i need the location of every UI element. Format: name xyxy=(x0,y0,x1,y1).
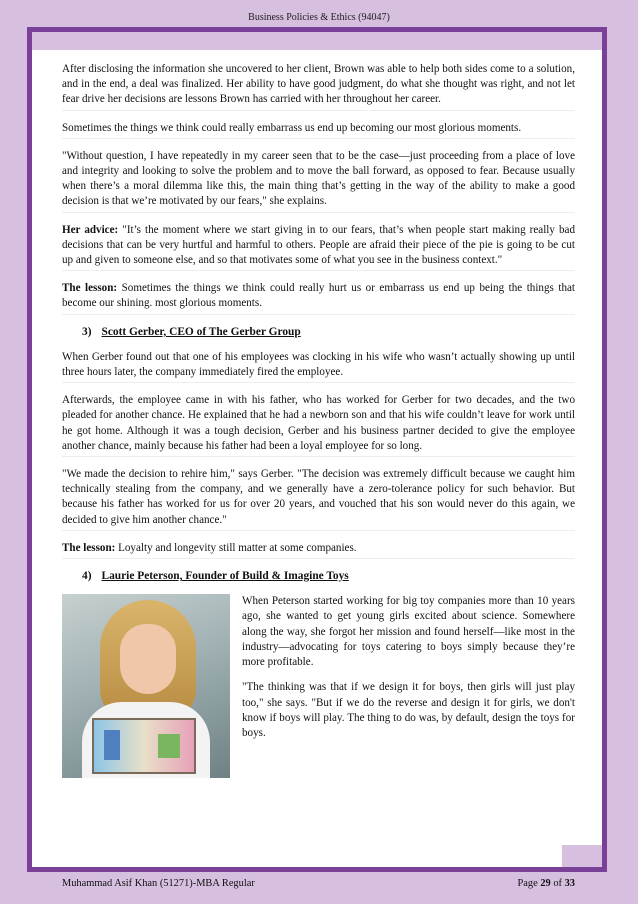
advice-label: Her advice: xyxy=(62,223,119,236)
footer-page-number: Page 29 of 33 xyxy=(517,878,575,889)
section-heading-peterson xyxy=(62,569,575,584)
peterson-block xyxy=(62,594,575,778)
lesson-paragraph xyxy=(62,281,575,314)
lesson-label: The lesson: xyxy=(62,282,118,295)
lesson-label: The lesson: xyxy=(62,541,116,554)
advice-text: "It’s the moment where we start giving in to our fears, that’s when people start making really bad decisions that can be very hurtful and harmful to others. People are afraid their piece of the pie is going to be cut up and given to someone else, and so that motivates some of what you see in the business context." xyxy=(62,223,575,267)
paragraph: After disclosing the information she uncovered to her client, Brown was able to help both sides come to a solution, and in the end, a deal was finalized. Her ability to have good judgment, do what she thought was right, and not let fear drive her decisions are lessons Brown has carried with her throughout her career. xyxy=(62,62,575,111)
paragraph: "We made the decision to rehire him," says Gerber. "The decision was extremely difficult because we caught him technically stealing from the company, and we generally have a zero-tolerance policy for such behavior. But because his father has worked for us for over 20 years, and vouched that his son would never do this again, we decided to give him another chance." xyxy=(62,467,575,531)
paragraph: When Gerber found out that one of his employees was clocking in his wife who wasn’t actually showing up until three hours later, the company immediately fired the employee. xyxy=(62,350,575,383)
portrait-photo xyxy=(62,594,230,778)
lesson-paragraph xyxy=(62,541,575,559)
paragraph: "The thinking was that if we design it for boys, then girls will just play too," she says. "But if we do the reverse and design it for girls, we don't know if boys will play. The thing to do was, by default, design the toys for boys. xyxy=(242,681,575,739)
paragraph: "Without question, I have repeatedly in my career seen that to be the case—just proceeding from a place of love and integrity and looking to solve the problem and to move the ball forward, as opposed to fear. Because usually when there’s a moral dilemma like this, the main thing that’s getting in the way of the ability to make a good decision is that we’re motivated by our fears," she explains. xyxy=(62,149,575,213)
page-footer xyxy=(62,878,575,889)
paragraph: Sometimes the things we think could really embarrass us end up becoming our most glorious moments. xyxy=(62,121,575,139)
footer-author: Muhammad Asif Khan (51271)-MBA Regular xyxy=(62,878,255,889)
advice-paragraph xyxy=(62,223,575,272)
paragraph: When Peterson started working for big toy companies more than 10 years ago, she wanted to get young girls excited about science. Somewhere along the way, she forgot her mission and found herself—like most in the industry—advocating for toys catering to boys simply because they’re more profitable. xyxy=(242,595,575,669)
section-number: 3) xyxy=(82,325,92,338)
lesson-text: Sometimes the things we think could really hurt us or embarrass us end up being the things that become our shining. most glorious moments. xyxy=(62,282,575,310)
section-number: 4) xyxy=(82,570,92,583)
peterson-text xyxy=(242,594,575,778)
section-title: Laurie Peterson, Founder of Build & Imagine Toys xyxy=(101,570,349,583)
photo-face xyxy=(120,624,176,694)
page-header: Business Policies & Ethics (94047) xyxy=(248,12,390,23)
photo-toy-box xyxy=(92,718,196,774)
section-title: Scott Gerber, CEO of The Gerber Group xyxy=(101,325,301,338)
paragraph: Afterwards, the employee came in with his father, who has worked for Gerber for two decades, and the two pleaded for another chance. He explained that he had a newborn son and that his wife couldn’t leave for work until he got home. Although it was a tough decision, Gerber and his business partner decided to give the employee another chance, mainly because his father had been a loyal employee for so long. xyxy=(62,393,575,457)
document-body xyxy=(62,62,575,778)
section-heading-gerber xyxy=(62,325,575,340)
lesson-text: Loyalty and longevity still matter at some companies. xyxy=(118,541,357,554)
